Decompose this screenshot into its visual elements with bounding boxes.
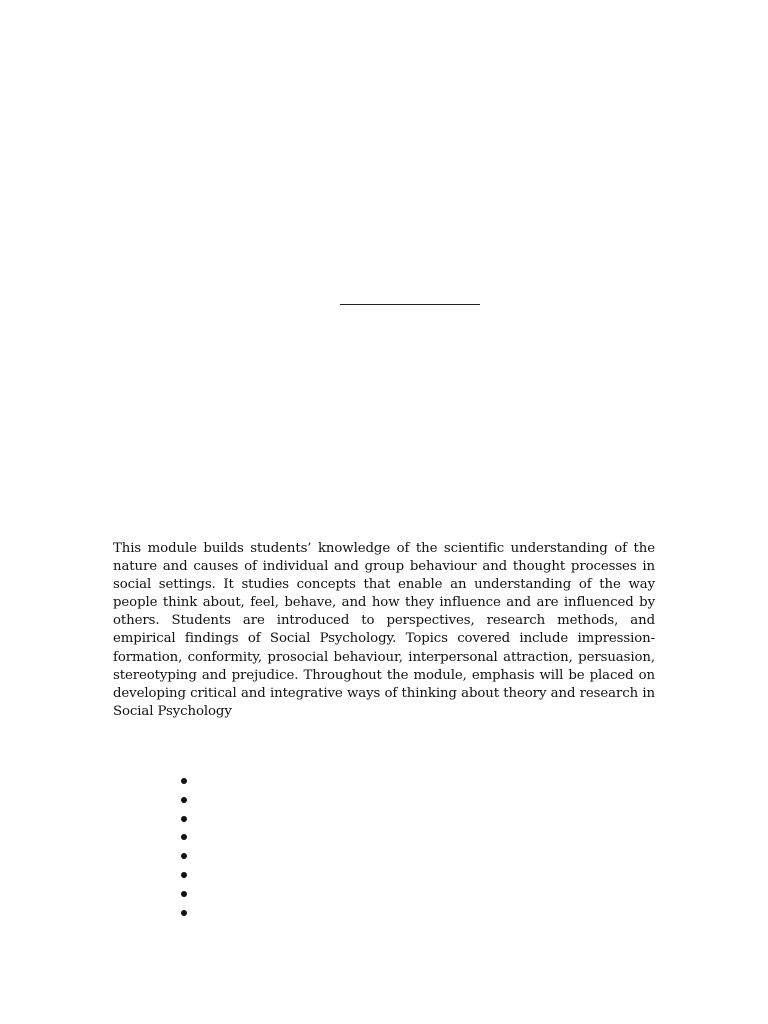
list-item [178,810,478,829]
list-item [178,828,478,847]
bullet-icon [181,910,187,916]
bullet-icon [181,891,187,897]
bullet-icon [181,816,187,822]
list-item [178,885,478,904]
list-item [178,772,478,791]
bullet-icon [181,834,187,840]
bullet-icon [181,853,187,859]
horizontal-rule [340,304,480,305]
bullet-list [178,772,478,922]
bullet-icon [181,872,187,878]
bullet-icon [181,778,187,784]
list-item [178,866,478,885]
module-description: This module builds students’ knowledge of the scientific understanding of the nature and causes of individual and group behaviour and thought processes in social settings. It studies concepts that enable an understanding of the way people think about, feel, behave, and how they influence and are influenced by others. Students are introduced to perspectives, research methods, and empirical findings of Social Psychology. Topics covered include impression-formation, conformity, prosocial behaviour, interpersonal attraction, persuasion, stereotyping and prejudice. Throughout the module, emphasis will be placed on developing critical and integrative ways of thinking about theory and research in Social Psychology [113,541,655,719]
list-item [178,847,478,866]
list-item [178,904,478,923]
list-item [178,791,478,810]
bullet-icon [181,797,187,803]
